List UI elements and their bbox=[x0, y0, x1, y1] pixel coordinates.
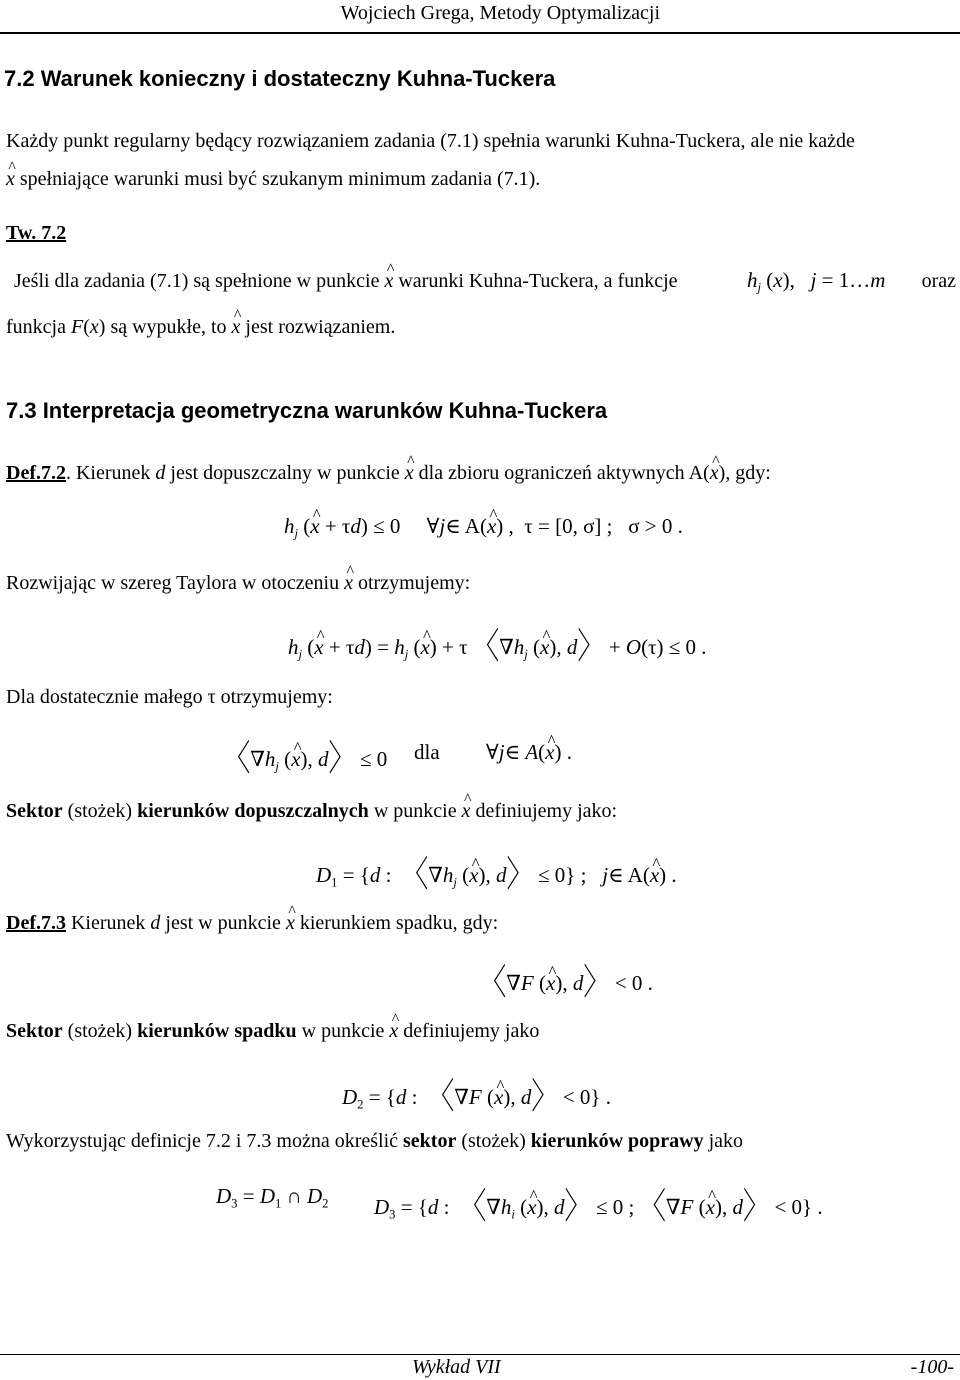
section-heading-7-3: 7.3 Interpretacja geometryczna warunków Kuhna-Tuckera bbox=[6, 398, 608, 423]
paragraph-line: ^ x spełniające warunki musi być szukanym minimum zadania (7.1). bbox=[6, 168, 540, 191]
small-tau-line: Dla dostatecznie małego τ otrzymujemy: bbox=[6, 686, 333, 708]
definition-7-2: Def.7.2. Kierunek d jest dopuszczalny w punkcie ^ x dla zbioru ograniczeń aktywnych A(^ x), gdy: bbox=[6, 462, 771, 485]
sector3-line: Wykorzystując definicje 7.2 i 7.3 można określić sektor (stożek) kierunków poprawy jako bbox=[6, 1130, 744, 1152]
formula-D2: $D_2 = \{d$ : 〈∇F (^ x), d〉 < 0} . bbox=[342, 1074, 611, 1112]
running-header: Wojciech Grega, Metody Optymalizacji bbox=[340, 2, 660, 24]
formula-hj: $h_j$ (x), j = 1…m bbox=[747, 268, 886, 295]
footer-page-number: -100- bbox=[910, 1356, 954, 1378]
sector1-line: Sektor (stożek) kierunków dopuszczalnych w punkcie ^ x definiujemy jako: bbox=[6, 800, 617, 823]
footer-lecture: Wykład VII bbox=[412, 1356, 501, 1378]
formula-descent-condition: 〈∇F (^ x), d〉 < 0 . bbox=[480, 960, 653, 998]
theorem-line-1: Jeśli dla zadania (7.1) są spełnione w punkcie ^ x warunki Kuhna-Tuckera, a funkcje bbox=[14, 270, 678, 293]
word-dla: dla bbox=[414, 740, 440, 764]
paragraph-line: Każdy punkt regularny będący rozwiązaniem zadania (7.1) spełnia warunki Kuhna-Tuckera, ale nie każde bbox=[6, 130, 855, 152]
sector2-line: Sektor (stożek) kierunków spadku w punkcie ^ x definiujemy jako bbox=[6, 1020, 539, 1043]
formula-feasible-direction: $h_j$ (^ x + τd) ≤ 0 ∀j∈ A(^ x) , τ = [0, σ] ; σ > 0 . bbox=[284, 514, 683, 541]
formula-forall-active: ∀j∈ A(^ x) . bbox=[486, 740, 572, 765]
definition-7-3: Def.7.3 Kierunek d jest w punkcie ^ x kierunkiem spadku, gdy: bbox=[6, 912, 498, 935]
theorem-word-oraz: oraz bbox=[921, 270, 956, 292]
theorem-line-2: funkcja F(x) są wypukłe, to ^ x jest rozwiązaniem. bbox=[6, 316, 395, 339]
formula-D3-intersection: $D_3 = D_1$ ∩ $D_2$ bbox=[216, 1184, 329, 1211]
formula-D3-set: $D_3 = \{d$ : 〈$\nabla h_i$ (^ x), d〉 ≤ 0 ; 〈∇F (^ x), d〉 < 0} . bbox=[374, 1184, 823, 1222]
theorem-label: Tw. 7.2 bbox=[6, 222, 67, 244]
section-heading-7-2: 7.2 Warunek konieczny i dostateczny Kuhna-Tuckera bbox=[4, 66, 556, 91]
header-rule bbox=[0, 32, 960, 34]
formula-D1: $D_1 = \{d$ : 〈$\nabla h_j$ (^ x), d〉 ≤ 0} ; j∈ A(^ x) . bbox=[316, 852, 677, 890]
footer-rule bbox=[0, 1354, 960, 1355]
taylor-line: Rozwijając w szereg Taylora w otoczeniu ^ x otrzymujemy: bbox=[6, 572, 470, 595]
formula-gradient-condition: 〈$\nabla h_j$ (^ x), d〉 ≤ 0 bbox=[224, 736, 387, 774]
formula-taylor-expansion: $h_j$ (^ $x + \tau d) = h_j$ (^ x) + τ 〈$\nabla h_j$ (^ x), d〉 + O(τ) ≤ 0 . bbox=[288, 624, 707, 662]
x-hat-symbol: ^ x bbox=[6, 168, 15, 191]
